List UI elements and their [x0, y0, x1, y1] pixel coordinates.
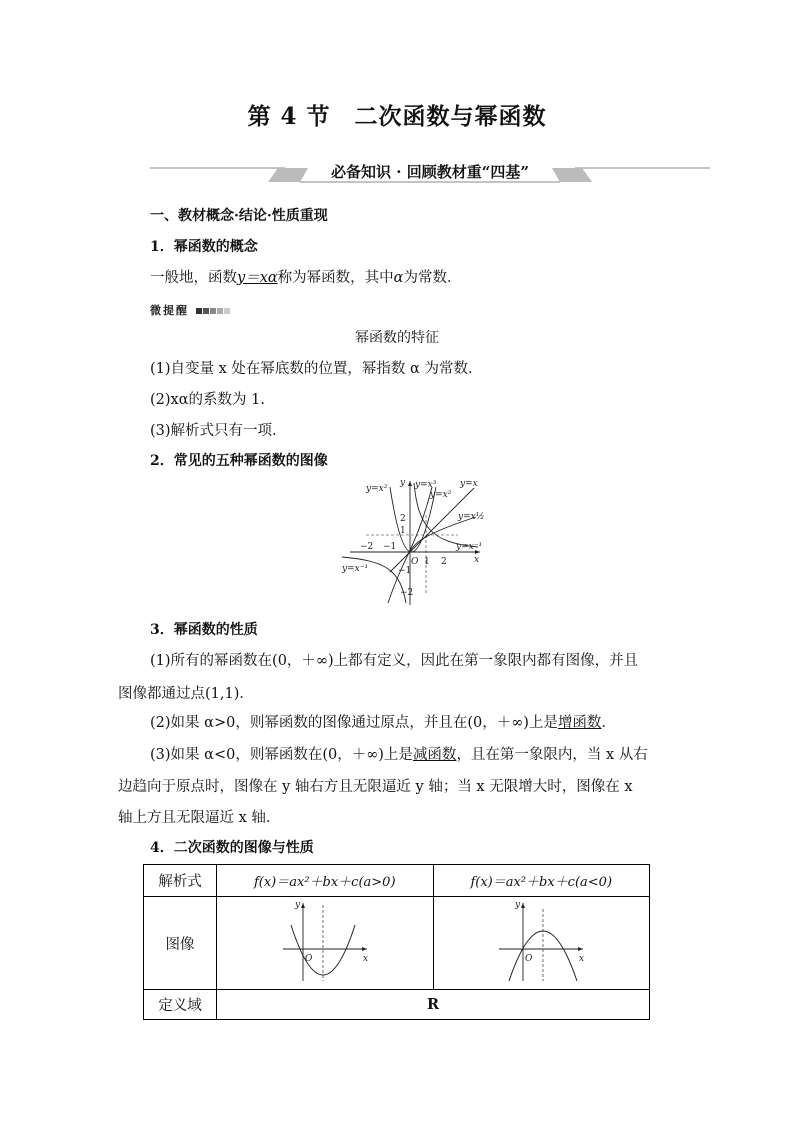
property-3-line-c: 边趋向于原点时，图像在 y 轴右方且无限逼近 y 轴；当 x 无限增大时，图像在 x: [118, 779, 633, 795]
label-y-x-inverse-left: y=x⁻¹: [342, 564, 369, 574]
property-1-line-b: 图像都通过点(1,1)．: [118, 686, 254, 702]
label-y-x-inverse-right: y=x⁻¹: [456, 542, 483, 552]
section-heading-1: 一、教材概念·结论·性质重现: [150, 208, 328, 224]
property-3-text: (3)如果 α<0，则幂函数在(0，＋∞)上是: [150, 747, 413, 763]
property-3-line-d: 轴上方且无限逼近 x 轴．: [118, 810, 281, 826]
graph-a-negative-cell: [433, 897, 650, 990]
heading-power-function-concept: 1．幂函数的概念: [150, 239, 258, 255]
heading-quadratic-function: 4．二次函数的图像与性质: [150, 840, 314, 856]
section-banner: [150, 158, 710, 192]
label-y-x-half: y=x½: [458, 512, 485, 522]
graph-a-positive-cell: [217, 897, 434, 990]
property-3-text-b: ，且在第一象限内，当 x 从右: [456, 747, 648, 763]
graph-origin-label: O: [525, 954, 533, 964]
concept-text-c: 为常数．: [403, 270, 462, 286]
tick-y-neg1: −1: [398, 566, 412, 576]
banner-text: 必备知识 · 回顾教材重“四基”: [331, 163, 529, 181]
graph-x-label: x: [579, 954, 585, 964]
label-y-x-squared-right: y=x²: [430, 490, 452, 500]
property-2-end: ．: [601, 715, 616, 731]
expression-a-positive: f(x)＝ax²＋bx＋c(a>0): [217, 865, 434, 897]
graph-y-label: y: [294, 900, 300, 910]
concept-text-a: 一般地，函数: [150, 270, 237, 286]
label-y-x: y=x: [460, 479, 478, 489]
tick-x-1: 1: [424, 557, 430, 567]
property-1-line-a: (1)所有的幂函数在(0，＋∞)上都有定义，因此在第一象限内都有图像，并且: [150, 653, 639, 669]
tick-y-1: 1: [400, 526, 406, 536]
tip-dot-icon: [210, 308, 216, 314]
origin-label: O: [411, 557, 419, 567]
graph-x-label: x: [362, 954, 368, 964]
power-functions-figure: [338, 475, 488, 607]
axis-x-label: x: [474, 555, 480, 565]
tip-dot-icon: [196, 308, 202, 314]
expression-a-negative: f(x)＝ax²＋bx＋c(a<0): [433, 865, 650, 897]
parabola-up-graph: [275, 897, 375, 985]
concept-alpha: α: [393, 270, 404, 286]
table-row: [144, 897, 650, 990]
tick-y-2: 2: [400, 514, 406, 524]
table-row: [144, 865, 650, 897]
tip-dot-icon: [203, 308, 209, 314]
row-label-domain: 定义域: [144, 990, 217, 1020]
domain-value: R: [217, 990, 650, 1020]
graph-origin-label: O: [304, 954, 313, 964]
tick-x-neg1: −1: [383, 542, 397, 552]
tip-dot-icon: [224, 308, 230, 314]
property-3-line-a: [150, 743, 648, 764]
tip-item-3: (3)解析式只有一项．: [150, 423, 287, 439]
property-3-underlined: 减函数: [412, 747, 457, 763]
row-label-graph: 图像: [144, 897, 217, 990]
concept-text-b: 称为幂函数，其中: [277, 270, 394, 286]
quadratic-properties-table: [143, 864, 650, 1020]
tick-y-neg2: −2: [400, 588, 414, 598]
property-2: [150, 711, 616, 732]
tick-x-neg2: −2: [360, 542, 374, 552]
tip-label-text: 微提醒: [150, 304, 189, 317]
axis-y-label: y: [400, 478, 406, 488]
heading-power-function-properties: 3．幂函数的性质: [150, 622, 258, 638]
concept-formula: y＝xα: [237, 270, 278, 286]
graph-y-label: y: [515, 900, 521, 910]
label-y-x-cubed: y=x³: [415, 480, 437, 490]
tick-x-2: 2: [441, 557, 447, 567]
tip-title: 幂函数的特征: [355, 330, 439, 346]
concept-line: [150, 266, 461, 287]
property-2-underlined: 增函数: [557, 715, 602, 731]
tip-item-1: (1)自变量 x 处在幂底数的位置，幂指数 α 为常数．: [150, 361, 483, 377]
property-2-text: (2)如果 α>0，则幂函数的图像通过原点，并且在(0，＋∞)上是: [150, 715, 558, 731]
tip-item-2: (2)xα的系数为 1.: [150, 392, 265, 408]
tip-dot-icon: [217, 308, 223, 314]
parabola-down-graph: [491, 897, 591, 985]
page-title: 第 4 节 二次函数与幂函数: [247, 103, 547, 130]
label-y-x-squared-left: y=x²: [366, 484, 388, 494]
row-label-expression: 解析式: [144, 865, 217, 897]
tip-label: [150, 302, 230, 318]
heading-five-power-functions: 2．常见的五种幂函数的图像: [150, 453, 328, 469]
table-row: [144, 990, 650, 1020]
